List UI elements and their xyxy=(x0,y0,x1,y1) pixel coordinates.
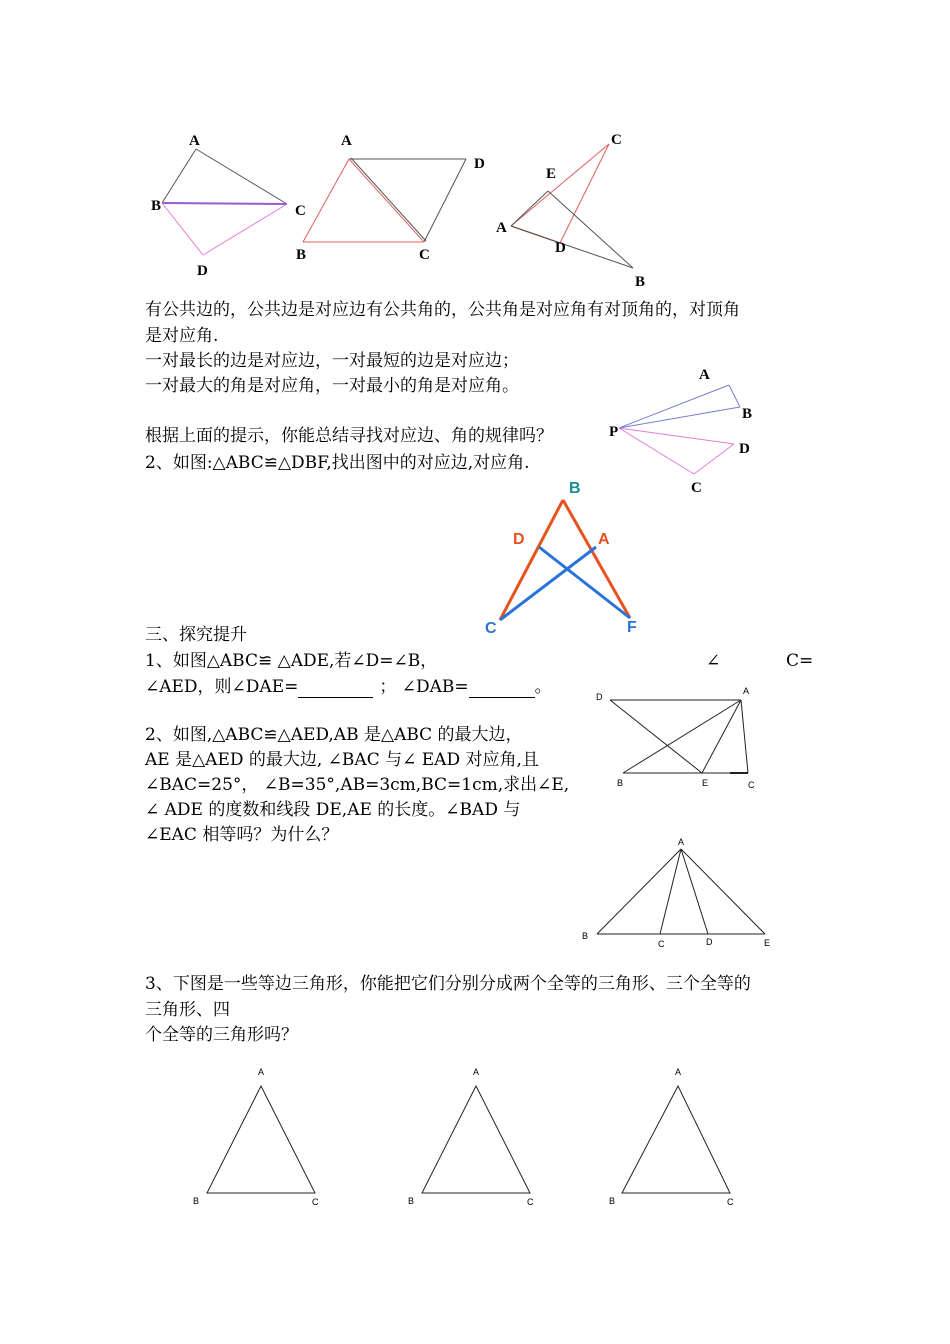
label-a: A xyxy=(473,1067,480,1077)
problem-2-line-2: AE 是△AED 的最大边, ∠BAC 与∠ EAD 对应角,且 xyxy=(145,750,539,770)
section-3-title: 三、探究提升 xyxy=(145,625,247,645)
label-b: B xyxy=(569,480,581,497)
figure-colored-crossing xyxy=(480,470,650,640)
problem-2-line-4: ∠ ADE 的度数和线段 DE,AE 的长度。∠BAD 与 xyxy=(145,800,521,820)
label-b: B xyxy=(296,247,307,263)
hint-line-1: 有公共边的，公共边是对应边有公共角的，公共角是对应角有对顶角的，对顶角 xyxy=(145,300,740,320)
label-e: E xyxy=(702,778,709,788)
figure-bcde xyxy=(575,835,780,953)
label-e: E xyxy=(546,166,557,182)
label-d: D xyxy=(474,156,485,172)
problem-1-c-eq: C= xyxy=(786,651,814,671)
label-b: B xyxy=(408,1196,415,1206)
label-b: B xyxy=(609,1196,616,1206)
label-b: B xyxy=(617,778,624,788)
problem-3-line-3: 个全等的三角形吗？ xyxy=(145,1025,298,1045)
blank-dab[interactable] xyxy=(469,681,535,698)
label-a: A xyxy=(341,133,352,149)
problem-2-line-5: ∠EAC 相等吗？为什么？ xyxy=(145,825,339,845)
label-b: B xyxy=(742,406,753,422)
label-b: B xyxy=(151,198,162,214)
blank-dae[interactable] xyxy=(298,681,373,698)
label-a: A xyxy=(189,133,200,149)
label-d: D xyxy=(596,692,603,702)
label-b: B xyxy=(193,1196,200,1206)
label-a: A xyxy=(496,220,507,236)
problem-1-end: 。 xyxy=(534,677,552,697)
figure-kite-abcd xyxy=(145,125,305,285)
label-a: A xyxy=(258,1067,265,1077)
question-2: 2、如图:△ABC≌△DBF,找出图中的对应边,对应角. xyxy=(145,453,530,473)
label-b: B xyxy=(635,274,646,290)
problem-1-dae: ∠AED，则∠DAE= xyxy=(145,677,299,697)
label-f: F xyxy=(627,619,637,636)
label-d: D xyxy=(739,441,750,457)
problem-1-line-1: 1、如图△ABC≌ △ADE,若∠D=∠B， xyxy=(145,651,438,671)
label-c: C xyxy=(419,247,430,263)
label-c: C xyxy=(295,203,306,219)
problem-1-line-2 xyxy=(145,676,552,698)
hint-line-4: 一对最大的角是对应角，一对最小的角是对应角。 xyxy=(145,376,519,396)
label-c: C xyxy=(748,780,755,790)
label-e: E xyxy=(764,938,771,948)
label-a: A xyxy=(743,686,750,696)
label-d: D xyxy=(197,263,208,279)
label-c: C xyxy=(527,1197,534,1207)
figure-parallelogram-abcd xyxy=(290,125,500,265)
problem-2-line-1: 2、如图,△ABC≌△AED,AB 是△ABC 的最大边， xyxy=(145,725,523,745)
equilateral-triangle-1 xyxy=(185,1060,335,1210)
label-c: C xyxy=(312,1197,319,1207)
label-c: C xyxy=(658,939,665,949)
label-d: D xyxy=(513,531,525,548)
label-c: C xyxy=(691,480,702,496)
label-b: B xyxy=(582,931,589,941)
figure-dabce xyxy=(590,685,765,795)
hint-line-2: 是对应角. xyxy=(145,326,219,346)
label-a: A xyxy=(675,1067,682,1077)
problem-1-dab: ； ∠DAB= xyxy=(379,677,469,697)
problem-1-angle-sign: ∠ xyxy=(706,651,721,671)
problem-3-line-1: 3、下图是一些等边三角形，你能把它们分别分成两个全等的三角形、三个全等的 xyxy=(145,974,751,994)
label-d: D xyxy=(706,937,713,947)
hint-line-3: 一对最长的边是对应边，一对最短的边是对应边； xyxy=(145,351,519,371)
problem-3-line-2: 三角形、四 xyxy=(145,1000,230,1020)
label-a: A xyxy=(598,531,610,548)
label-p: P xyxy=(609,424,619,440)
label-c: C xyxy=(727,1197,734,1207)
equilateral-triangle-2 xyxy=(400,1060,550,1210)
label-d: D xyxy=(555,240,566,256)
equilateral-triangle-3 xyxy=(600,1060,750,1210)
hint-question: 根据上面的提示，你能总结寻找对应边、角的规律吗？ xyxy=(145,426,553,446)
label-a: A xyxy=(678,837,685,847)
problem-2-line-3: ∠BAC=25°， ∠B=35°,AB=3cm,BC=1cm,求出∠E, xyxy=(145,775,570,795)
label-c: C xyxy=(485,620,497,637)
figure-crossed-triangles xyxy=(490,125,646,295)
label-a: A xyxy=(699,367,710,383)
label-c: C xyxy=(611,132,622,148)
